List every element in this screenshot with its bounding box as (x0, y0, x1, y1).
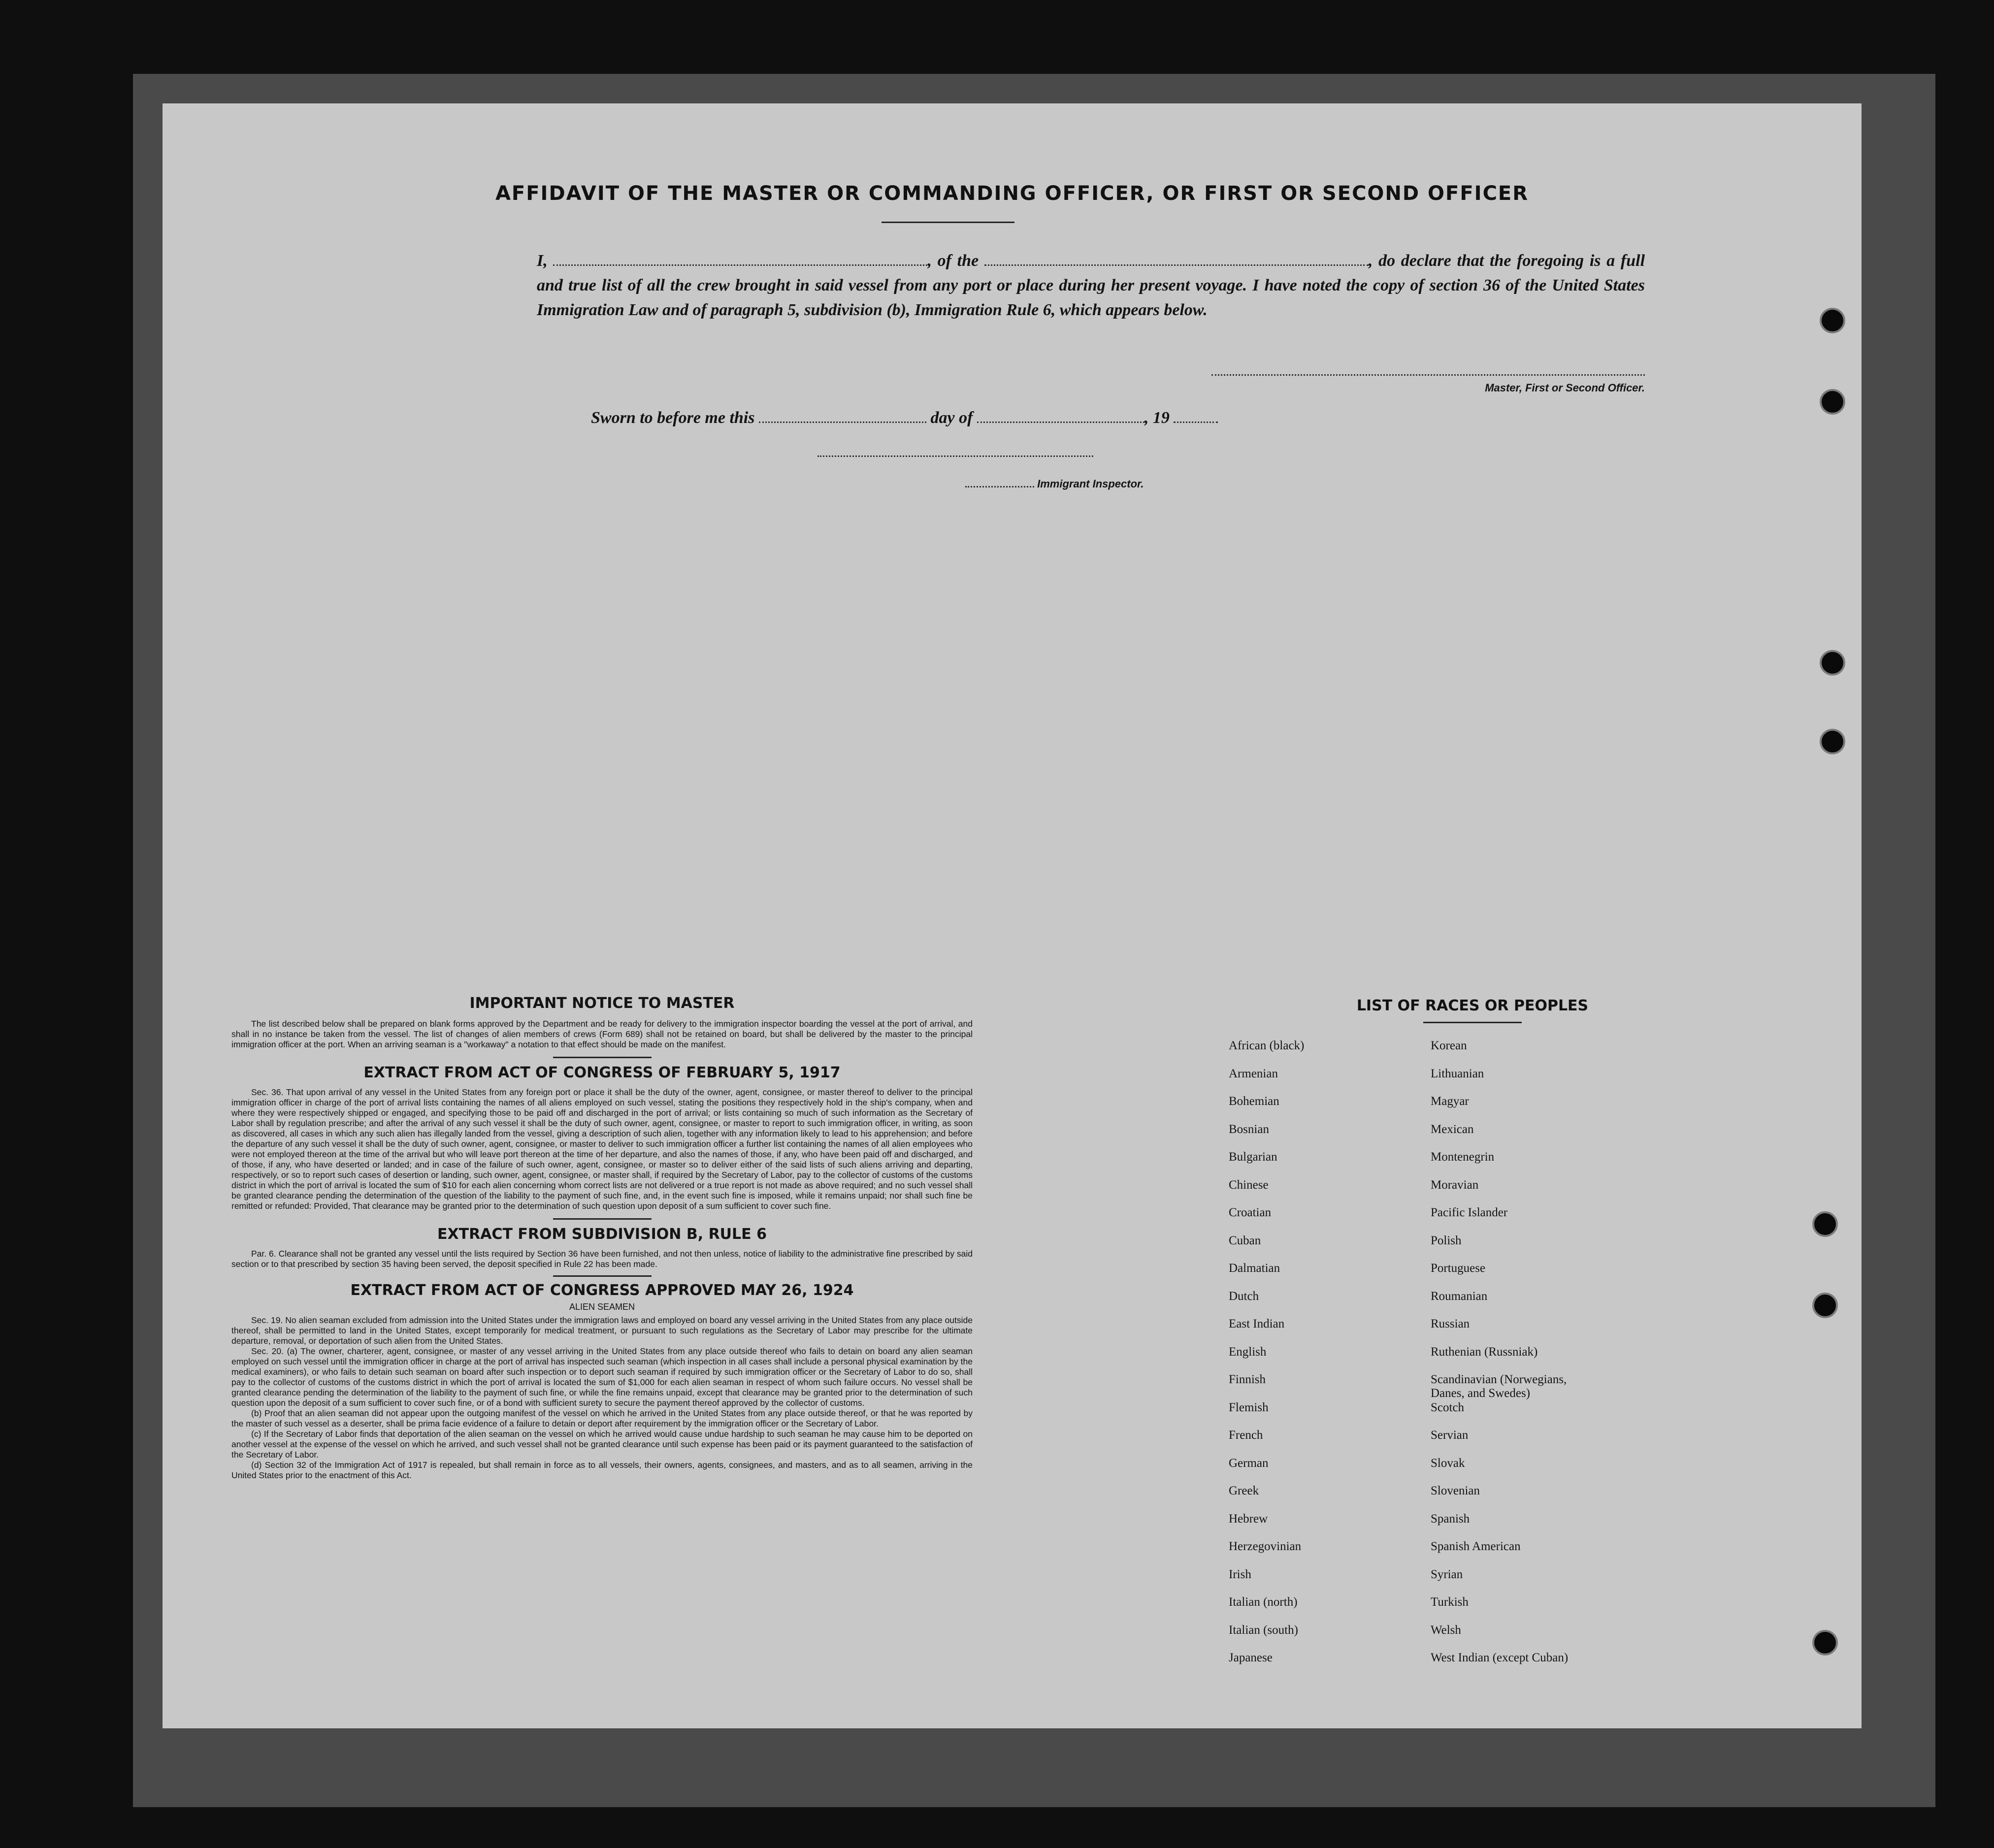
binder-hole (1812, 1630, 1838, 1655)
race-item: Dalmatian (1229, 1262, 1280, 1275)
extract-1917-title: EXTRACT FROM ACT OF CONGRESS OF FEBRUARY 5, 1917 (363, 1064, 841, 1081)
binder-hole (1820, 650, 1845, 676)
race-item: Spanish (1431, 1512, 1470, 1525)
race-item: Pacific Islander (1431, 1206, 1508, 1219)
race-item: Welsh (1431, 1623, 1461, 1637)
race-item: Bulgarian (1229, 1150, 1277, 1164)
binder-hole (1820, 308, 1845, 333)
rule6-title: EXTRACT FROM SUBDIVISION B, RULE 6 (437, 1226, 767, 1243)
sworn-line (591, 409, 1218, 427)
binder-hole (1812, 1211, 1838, 1237)
race-item: Finnish (1229, 1373, 1266, 1386)
race-item: Turkish (1431, 1595, 1469, 1609)
binder-hole (1820, 389, 1845, 415)
race-item: Dutch (1229, 1289, 1259, 1303)
notice-title: IMPORTANT NOTICE TO MASTER (469, 995, 735, 1012)
inspector-dots (965, 486, 1034, 487)
extract-1917-text: Sec. 36. That upon arrival of any vessel in the United States from any foreign port or place it shall be the duty of the owner, agent, consignee, or master thereof to deliver to the principal immigration officer in charge of the port of arrival lists containing the names of all aliens employed on such vessel, stating the positions they respectively hold in the ship's company, when and where they were respectively shipped or engaged, and specifying those to be paid off and discharged in the port of arrival; or lists containing so much of such information as the Secretary of Labor shall by regulation prescribe; and after the arrival of any such vessel it shall be the duty of such owner, agent, consignee, or master to report to such immigration officer, in writing, as soon as discovered, all cases in which any such alien has illegally landed from the vessel, giving a description of such alien, together with any information likely to lead to his apprehension; and before the departure of any such vessel it shall be the duty of such owner, agent, consignee, or master to deliver to such immigration officer a further list containing the names of all alien employees who were not employed thereon at the time of the arrival but who will leave port thereon at the time of her departure, and also the names of those, if any, who have been paid off and discharged, and of those, if any, who have deserted or landed; and in case of the failure of such owner, agent, consignee, or master so to deliver either of the said lists of such aliens arriving and departing, respectively, or so to report such cases of desertion or landing, such owner, agent, consignee, or master shall, if required by the Secretary of Labor, pay to the collector of customs of the customs district in which the port of arrival is located the sum of $10 for each alien concerning whom correct lists are not delivered or a true report is not made as above required; and no such vessel shall be granted clearance pending the determination of the question of the liability to the payment of such fine, and, in the event such fine is imposed, while it remains unpaid; nor shall such fine be remitted or refunded: Provided, That clearance may be granted prior to the determination of such question upon deposit of a sum sufficient to cover such fine. (231, 1087, 973, 1211)
notice-text: The list described below shall be prepared on blank forms approved by the Department and be ready for delivery to the immigration inspector boarding the vessel at the port of arrival, and shall in no instance be taken from the vessel. The list of changes of alien members of crews (Form 689) shall not be retained on board, but shall be delivered by the master to the principal immigration officer at the port. When an arriving seaman is a "workaway" a notation to that effect should be made on the manifest. (231, 1019, 973, 1049)
alien-seamen-subtitle: ALIEN SEAMEN (569, 1302, 635, 1312)
affidavit-statement: that the foregoing is a full and true list of all the crew brought in said vessel from any port or place during her present voyage. I have noted the copy of section 36 of the United States Immigration Law and of paragraph 5, subdivision (b), Immigration Rule 6, which appears below. (537, 252, 1645, 319)
extract-1924-paragraph: (c) If the Secretary of Labor finds that deportation of the alien seaman on the vessel on which he arrived would cause undue hardship to such seaman he may cause him to be deported on another vessel at the expense of the vessel on which he arrived, and such vessel shall not be granted clearance until such expense has been paid or its payment guaranteed to the satisfaction of the Secretary of Labor. (231, 1429, 973, 1459)
race-item: Croatian (1229, 1206, 1272, 1219)
inspector-signature-line (817, 455, 1093, 457)
race-item: African (black) (1229, 1039, 1305, 1052)
inspector-label: Immigrant Inspector. (1037, 478, 1144, 490)
race-item: Armenian (1229, 1067, 1278, 1080)
extract-1924-paragraph: (d) Section 32 of the Immigration Act of 1917 is repealed, but shall remain in force as to all vessels, their owners, agents, consignees, and masters, and as to all seamen, arriving in the United States prior to the enactment of this Act. (231, 1460, 973, 1480)
inspector-label-wrap (965, 478, 1144, 490)
month-blank (977, 421, 1144, 423)
race-item: Hebrew (1229, 1512, 1268, 1525)
race-item: Russian (1431, 1317, 1470, 1330)
name-blank (553, 264, 927, 266)
race-item: Slovenian (1431, 1484, 1480, 1497)
race-item: Lithuanian (1431, 1067, 1484, 1080)
race-item: Korean (1431, 1039, 1467, 1052)
race-item: Servian (1431, 1428, 1469, 1442)
signature-label: Master, First or Second Officer. (1485, 382, 1645, 394)
races-left-column (1229, 1039, 1416, 1679)
sworn-year: , 19 (1144, 409, 1170, 427)
year-blank (1174, 421, 1218, 423)
do-declare-label: , do declare (1368, 252, 1451, 270)
race-item: Irish (1229, 1567, 1251, 1581)
race-item: Greek (1229, 1484, 1259, 1497)
races-rule (1423, 1022, 1522, 1023)
affidavit-title: AFFIDAVIT OF THE MASTER OR COMMANDING OFFICER, OR FIRST OR SECOND OFFICER (495, 182, 1529, 205)
extract-1924-paragraph: (b) Proof that an alien seaman did not appear upon the outgoing manifest of the vessel on which he arrived in the United States from any place outside thereof, or that he was reported by the master of such vessel as a deserter, shall be prima facie evidence of a failure to detain or deport after requirement by the immigration officer or the Secretary of Labor. (231, 1408, 973, 1428)
race-item: German (1229, 1456, 1269, 1470)
sworn-day: day of (930, 409, 973, 427)
race-item: Roumanian (1431, 1289, 1488, 1303)
race-item: Polish (1431, 1233, 1462, 1247)
race-item: French (1229, 1428, 1263, 1442)
day-blank (759, 421, 926, 423)
race-item: Moravian (1431, 1178, 1479, 1192)
race-item: English (1229, 1345, 1267, 1359)
race-item: Slovak (1431, 1456, 1465, 1470)
race-item: Japanese (1229, 1651, 1273, 1664)
legal-notices (231, 995, 973, 1481)
race-item: Bohemian (1229, 1095, 1279, 1108)
signature-line (1211, 374, 1645, 376)
race-item: Scotch (1431, 1400, 1465, 1414)
race-item: Italian (north) (1229, 1595, 1298, 1609)
race-item: Mexican (1431, 1122, 1474, 1136)
affidavit-body (537, 249, 1645, 323)
race-item: Portuguese (1431, 1262, 1486, 1275)
race-item: Montenegrin (1431, 1150, 1495, 1164)
race-item: Cuban (1229, 1233, 1261, 1247)
race-item: Syrian (1431, 1567, 1463, 1581)
vessel-blank (984, 264, 1369, 266)
binder-hole (1820, 729, 1845, 754)
race-item: West Indian (except Cuban) (1431, 1651, 1569, 1664)
extract-1924-paragraph: Sec. 20. (a) The owner, charterer, agent, consignee, or master of any vessel arriving in the United States from any place outside thereof who fails to detain on board any alien seaman employed on such vessel until the immigration officer in charge at the port of arrival has inspected such seaman (which inspection in all cases shall include a personal physical examination by the medical examiners), or who fails to detain such seaman on board after such inspection or to deport such seaman if required by such immigration officer or the Secretary of Labor to do so, shall pay to the collector of customs of the customs district in which the port of arrival is located the sum of $1,000 for each alien seaman in respect of whom such failure occurs. No vessel shall be granted clearance pending the determination of the liability to the payment of such fine, or while the fine remains unpaid, except that clearance may be granted prior to the determination of such question upon the deposit of a sum sufficient to cover such fine, or of a bond with sufficient surety to secure the payment thereof approved by the collector of customs. (231, 1346, 973, 1408)
binder-hole (1812, 1293, 1838, 1318)
race-item: Flemish (1229, 1400, 1269, 1414)
i-label: I, (537, 252, 548, 270)
extract-1924-paragraph: Sec. 19. No alien seaman excluded from admission into the United States under the immigration laws and employed on board any vessel arriving in the United States from any place outside thereof, shall be permitted to land in the United States, except temporarily for medical treatment, or pursuant to such regulations as the Secretary of Labor may prescribe for the ultimate departure, removal, or deportation of such alien from the United States. (231, 1315, 973, 1346)
races-title: LIST OF RACES OR PEOPLES (1356, 997, 1589, 1014)
race-item: Scandinavian (Norwegians, Danes, and Swedes) (1431, 1373, 1567, 1400)
extract-1924-title: EXTRACT FROM ACT OF CONGRESS APPROVED MAY 26, 1924 (350, 1282, 854, 1299)
race-item: Ruthenian (Russniak) (1431, 1345, 1538, 1359)
race-item: Spanish American (1431, 1540, 1521, 1553)
rule6-text: Par. 6. Clearance shall not be granted any vessel until the lists required by Section 36 have been furnished, and not then unless, notice of liability to the administrative fine prescribed by said section or to that prescribed by section 35 having been served, the deposit specified in Rule 22 has been made. (231, 1249, 973, 1269)
race-item: Magyar (1431, 1095, 1469, 1108)
title-rule (882, 222, 1014, 223)
race-item: Italian (south) (1229, 1623, 1298, 1637)
race-item: Herzegovinian (1229, 1540, 1302, 1553)
form-sheet (163, 103, 1862, 1728)
race-item: East Indian (1229, 1317, 1285, 1330)
sworn-prefix: Sworn to before me this (591, 409, 755, 427)
race-item: Chinese (1229, 1178, 1269, 1192)
races-right-column (1431, 1039, 1637, 1679)
of-the-label: , of the (927, 252, 979, 270)
race-item: Bosnian (1229, 1122, 1269, 1136)
